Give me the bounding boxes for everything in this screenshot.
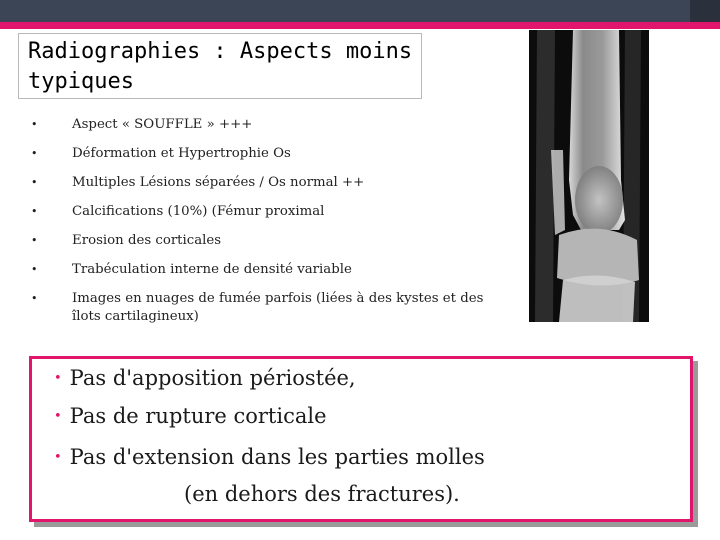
bullet-dot: • [31, 263, 38, 276]
callout-text: Pas d'extension dans les parties molles [69, 445, 485, 469]
callout-bullet-dot: • [54, 409, 62, 424]
callout-item [54, 365, 356, 395]
bullet-item [22, 203, 324, 221]
callout-note: (en dehors des fractures). [184, 482, 460, 506]
bullet-dot: • [31, 234, 38, 247]
bullet-item [22, 232, 221, 250]
callout-box [29, 356, 693, 522]
callout-bullet-dot: • [54, 371, 62, 386]
bullet-text: Erosion des corticales [72, 233, 222, 248]
slide-title: Radiographies : Aspects moins typiques [28, 39, 413, 94]
callout-text: Pas de rupture corticale [69, 404, 327, 428]
bullet-text: Multiples Lésions séparées / Os normal ++ [72, 175, 365, 190]
top-header-band [0, 0, 720, 22]
bullet-text: Aspect « SOUFFLE » +++ [72, 117, 253, 132]
bullet-text: Déformation et Hypertrophie Os [72, 146, 291, 161]
callout-item [54, 403, 327, 433]
bullet-item [22, 290, 502, 326]
radiograph-drawing [529, 30, 649, 322]
callout-text: Pas d'apposition périostée, [69, 366, 356, 390]
callout-item [54, 444, 485, 474]
bullet-item [22, 145, 291, 163]
bullet-text: Images en nuages de fumée parfois (liées à des kystes et des îlots cartilagineux) [72, 291, 484, 324]
header-corner-block [690, 0, 720, 22]
callout-bullet-dot: • [54, 450, 62, 465]
bullet-item [22, 261, 352, 279]
bullet-dot: • [31, 118, 38, 131]
bullet-dot: • [31, 176, 38, 189]
bullet-text: Calcifications (10%) (Fémur proximal [72, 204, 325, 219]
bullet-dot: • [31, 147, 38, 160]
accent-bar [0, 22, 720, 29]
bullet-dot: • [31, 205, 38, 218]
bullet-dot: • [31, 292, 38, 305]
bullet-item [22, 116, 252, 134]
bullet-item [22, 174, 364, 192]
bullet-text: Trabéculation interne de densité variable [72, 262, 352, 277]
radiograph-image [529, 30, 649, 322]
